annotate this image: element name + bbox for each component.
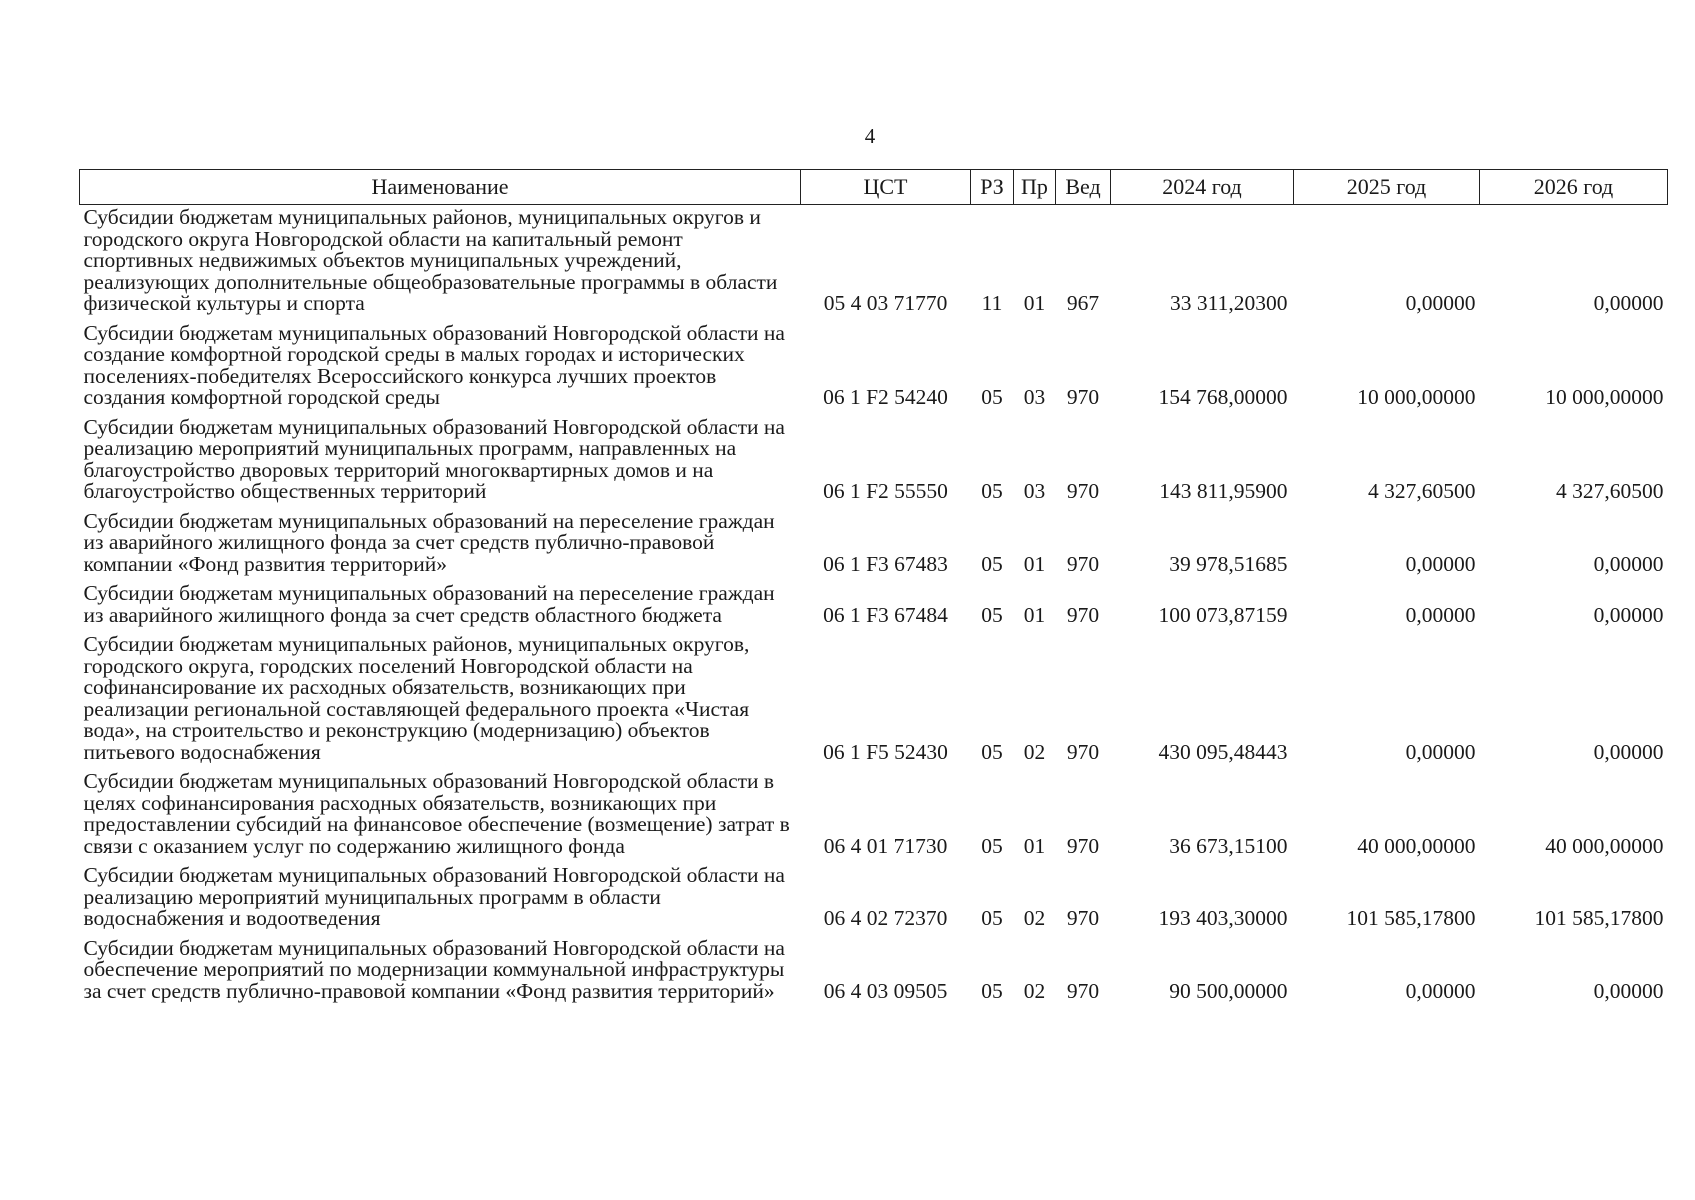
budget-table bbox=[79, 169, 1668, 1008]
table-row bbox=[80, 863, 1668, 936]
row-2026: 0,00000 bbox=[1593, 291, 1664, 315]
row-2025: 0,00000 bbox=[1405, 602, 1476, 627]
row-rz: 05 bbox=[981, 833, 1003, 858]
row-2026: 40 000,00000 bbox=[1545, 833, 1664, 858]
row-2026: 0,00000 bbox=[1593, 602, 1664, 627]
row-rz: 05 bbox=[981, 978, 1003, 1003]
table-row bbox=[80, 321, 1668, 415]
row-2024: 154 768,00000 bbox=[1158, 385, 1288, 409]
row-ved: 970 bbox=[1066, 833, 1100, 858]
row-pr: 02 bbox=[1023, 906, 1046, 930]
row-pr: 02 bbox=[1023, 739, 1046, 764]
row-ved: 970 bbox=[1066, 385, 1100, 409]
row-name: Субсидии бюджетам муниципальных образований на переселение граждан из аварийного жилищного фонда за счет средств публично-правовой компании «Фонд развития территорий» bbox=[83, 508, 775, 576]
table-header-row bbox=[80, 170, 1668, 205]
row-rz: 05 bbox=[981, 479, 1003, 503]
table-row bbox=[80, 415, 1668, 509]
row-ved: 970 bbox=[1066, 906, 1100, 930]
row-ved: 970 bbox=[1066, 739, 1100, 764]
row-2026: 0,00000 bbox=[1593, 978, 1664, 1003]
row-2025: 0,00000 bbox=[1405, 291, 1476, 315]
row-rz: 05 bbox=[981, 551, 1003, 576]
row-pr: 01 bbox=[1023, 551, 1046, 576]
row-2026: 0,00000 bbox=[1593, 739, 1664, 764]
row-pr: 02 bbox=[1023, 978, 1046, 1003]
table-row bbox=[80, 509, 1668, 582]
row-cst: 06 1 F2 54240 bbox=[823, 385, 948, 409]
table-row bbox=[80, 936, 1668, 1009]
table-row bbox=[80, 581, 1668, 632]
row-cst: 06 4 02 72370 bbox=[823, 906, 948, 930]
row-ved: 970 bbox=[1066, 978, 1100, 1003]
row-2026: 10 000,00000 bbox=[1545, 385, 1664, 409]
row-rz: 05 bbox=[981, 906, 1003, 930]
row-2025: 0,00000 bbox=[1405, 551, 1476, 576]
row-cst: 06 1 F3 67483 bbox=[823, 551, 948, 576]
row-name: Субсидии бюджетам муниципальных образований Новгородской области на реализацию мероприятий муниципальных программ, направленных на благоустройство дворовых территорий многоквартирных домов и на благоустройство общественных территорий bbox=[83, 414, 785, 503]
row-cst: 06 1 F3 67484 bbox=[823, 602, 948, 627]
row-cst: 06 4 03 09505 bbox=[823, 978, 948, 1003]
row-ved: 967 bbox=[1066, 291, 1100, 315]
header-2024: 2024 год bbox=[1111, 170, 1294, 205]
row-rz: 05 bbox=[981, 385, 1003, 409]
row-name: Субсидии бюджетам муниципальных районов, муниципальных округов, городского округа, городских поселений Новгородской области на софинансирование их расходных обязательств, возникающих при реализации региональной составляющей федерального проекта «Чистая вода», на строительство и реконструкцию (модернизацию) объектов питьевого водоснабжения bbox=[83, 632, 750, 764]
row-2024: 100 073,87159 bbox=[1158, 602, 1288, 627]
row-2024: 36 673,15100 bbox=[1169, 833, 1288, 858]
row-name: Субсидии бюджетам муниципальных районов, муниципальных округов и городского округа Новгородской области на капитальный ремонт спортивных недвижимых объектов муниципальных учреждений, реализующих дополнительные общеобразовательные программы в области физической культуры и спорта bbox=[83, 205, 778, 315]
row-2025: 10 000,00000 bbox=[1357, 385, 1476, 409]
row-2026: 101 585,17800 bbox=[1534, 906, 1664, 930]
row-2025: 101 585,17800 bbox=[1346, 906, 1476, 930]
row-2026: 0,00000 bbox=[1593, 551, 1664, 576]
row-2024: 143 811,95900 bbox=[1159, 479, 1288, 503]
page-number: 4 bbox=[864, 124, 876, 148]
row-2025: 0,00000 bbox=[1405, 739, 1476, 764]
row-pr: 01 bbox=[1023, 602, 1046, 627]
row-ved: 970 bbox=[1066, 551, 1100, 576]
row-2024: 193 403,30000 bbox=[1158, 906, 1288, 930]
header-2025: 2025 год bbox=[1294, 170, 1480, 205]
row-rz: 05 bbox=[981, 602, 1003, 627]
row-2024: 90 500,00000 bbox=[1169, 978, 1288, 1003]
row-name: Субсидии бюджетам муниципальных образований на переселение граждан из аварийного жилищного фонда за счет средств областного бюджета bbox=[83, 581, 775, 627]
table-row bbox=[80, 205, 1668, 321]
row-2025: 0,00000 bbox=[1405, 978, 1476, 1003]
row-2024: 39 978,51685 bbox=[1169, 551, 1288, 576]
row-cst: 05 4 03 71770 bbox=[823, 291, 948, 315]
row-pr: 01 bbox=[1023, 291, 1046, 315]
row-rz: 11 bbox=[981, 291, 1003, 315]
row-cst: 06 1 F2 55550 bbox=[823, 479, 948, 503]
row-pr: 01 bbox=[1023, 833, 1046, 858]
row-pr: 03 bbox=[1023, 479, 1046, 503]
header-name: Наименование bbox=[80, 170, 801, 205]
header-2026: 2026 год bbox=[1480, 170, 1668, 205]
row-2024: 33 311,20300 bbox=[1170, 291, 1288, 315]
row-cst: 06 4 01 71730 bbox=[823, 833, 948, 858]
row-ved: 970 bbox=[1066, 602, 1100, 627]
row-rz: 05 bbox=[981, 739, 1003, 764]
row-name: Субсидии бюджетам муниципальных образований Новгородской области в целях софинансирования расходных обязательств, возникающих при предоставлении субсидий на финансовое обеспечение (возмещение) затрат в связи с оказанием услуг по содержанию жилищного фонда bbox=[83, 769, 790, 858]
row-2025: 40 000,00000 bbox=[1357, 833, 1476, 858]
row-2025: 4 327,60500 bbox=[1368, 479, 1476, 503]
table-row bbox=[80, 769, 1668, 863]
header-cst: ЦСТ bbox=[801, 170, 971, 205]
row-cst: 06 1 F5 52430 bbox=[823, 739, 948, 764]
row-name: Субсидии бюджетам муниципальных образований Новгородской области на реализацию мероприятий муниципальных программ в области водоснабжения и водоотведения bbox=[83, 863, 785, 930]
table-row bbox=[80, 632, 1668, 769]
row-2026: 4 327,60500 bbox=[1556, 479, 1664, 503]
row-name: Субсидии бюджетам муниципальных образований Новгородской области на создание комфортной городской среды в малых городах и исторических поселениях-победителях Всероссийского конкурса лучших проектов создания комфортной городской среды bbox=[83, 320, 785, 409]
row-ved: 970 bbox=[1066, 479, 1100, 503]
header-ved: Вед bbox=[1056, 170, 1111, 205]
header-rz: РЗ bbox=[971, 170, 1014, 205]
row-2024: 430 095,48443 bbox=[1158, 739, 1288, 764]
header-pr: Пр bbox=[1014, 170, 1056, 205]
row-pr: 03 bbox=[1023, 385, 1046, 409]
row-name: Субсидии бюджетам муниципальных образований Новгородской области на обеспечение мероприятий по модернизации коммунальной инфраструктуры за счет средств публично-правовой компании «Фонд развития территорий» bbox=[83, 935, 785, 1003]
budget-table-container bbox=[79, 169, 1667, 1008]
